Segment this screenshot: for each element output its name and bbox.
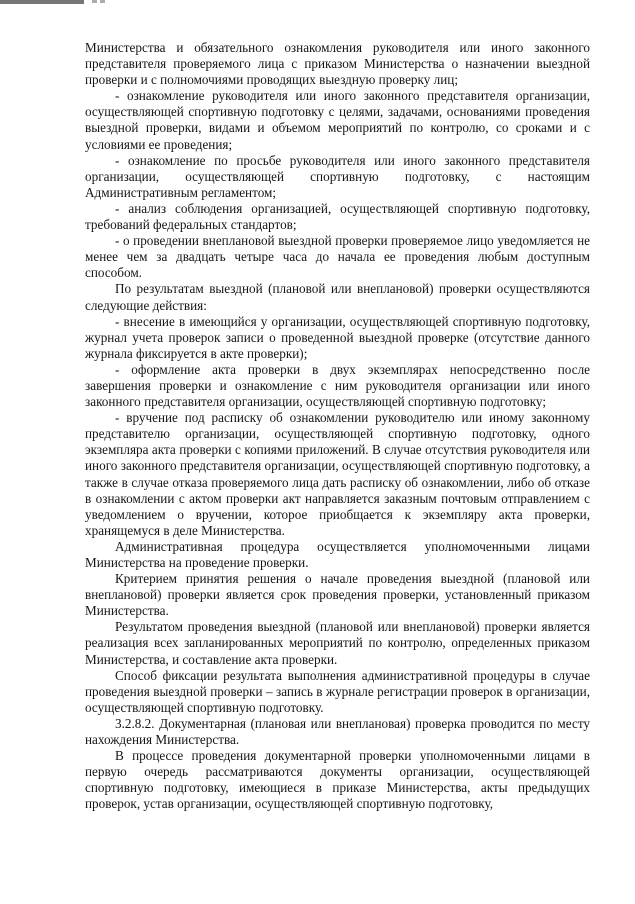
paragraph: - внесение в имеющийся у организации, осуществляющей спортивную подготовку, журнал учета проверок записи о проведенной выездной проверке (отсутствие данного журнала фиксируется в акте проверки);: [85, 313, 590, 361]
scan-speck: [100, 0, 105, 3]
paragraph: - оформление акта проверки в двух экземплярах непосредственно после завершения проверки и ознакомление с ним руководителя организации или иного законного представителя организации, осуществляющей спортивную подготовку;: [85, 361, 590, 410]
paragraph: - о проведении внеплановой выездной проверки проверяемое лицо уведомляется не менее чем за двадцать четыре часа до начала ее проведения любым доступным способом.: [85, 233, 590, 281]
paragraph: - ознакомление руководителя или иного законного представителя организации, осуществляющей спортивную подготовку с целями, задачами, основаниями проведения выездной проверки, видами и объемом мероприятий по контролю, со сроками и с условиями ее проведения;: [85, 88, 590, 152]
paragraph: Министерства и обязательного ознакомления руководителя или иного законного представителя проверяемого лица с приказом Министерства о назначении выездной проверки и с полномочиями проводящих выездную проверку лиц;: [85, 40, 590, 88]
paragraph: По результатам выездной (плановой или внеплановой) проверки осуществляются следующие действия:: [85, 281, 590, 313]
scan-edge-mark: [0, 0, 84, 4]
paragraph: - анализ соблюдения организацией, осуществляющей спортивную подготовку, требований федеральных стандартов;: [85, 200, 590, 233]
paragraph: В процессе проведения документарной проверки уполномоченными лицами в первую очередь рассматриваются документы организации, осуществляющей спортивную подготовку, имеющиеся в приказе Министерства, акты предыдущих проверок, устав организации, осуществляющей спортивную подготовку,: [85, 748, 590, 812]
document-page: [85, 40, 590, 813]
paragraph: Критерием принятия решения о начале проведения выездной (плановой или внеплановой) проверки является срок проведения проверки, установленный приказом Министерства.: [85, 571, 590, 619]
paragraph: Способ фиксации результата выполнения административной процедуры в случае проведения выездной проверки – запись в журнале регистрации проверок в организации, осуществляющей спортивную подготовку.: [85, 667, 590, 715]
paragraph: Административная процедура осуществляется уполномоченными лицами Министерства на проведение проверки.: [85, 538, 590, 570]
paragraph: - ознакомление по просьбе руководителя или иного законного представителя организации, осуществляющей спортивную подготовку, с настоящим Административным регламентом;: [85, 152, 590, 200]
scan-speck: [92, 0, 97, 3]
paragraph: - вручение под расписку об ознакомлении руководителю или иному законному представителю организации, осуществляющей спортивную подготовку, одного экземпляра акта проверки с копиями приложений. В случае отсутствия руководителя или иного законного представителя организации, осуществляющей спортивную подготовку, а также в случае отказа проверяемого лица дать расписку об ознакомлении, либо об отказе в ознакомлении с актом проверки акт направляется заказным почтовым отправлением с уведомлением о вручении, которое приобщается к экземпляру акта проверки, хранящемуся в деле Министерства.: [85, 410, 590, 538]
paragraph: Результатом проведения выездной (плановой или внеплановой) проверки является реализация всех запланированных мероприятий по контролю, определенных приказом Министерства, и составление акта проверки.: [85, 619, 590, 667]
paragraph: 3.2.8.2. Документарная (плановая или внеплановая) проверка проводится по месту нахождения Министерства.: [85, 715, 590, 748]
